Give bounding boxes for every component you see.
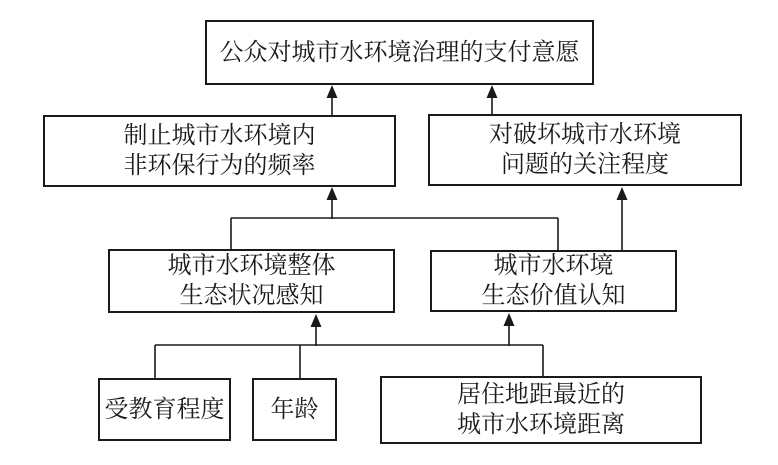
node-label-line: 非环保行为的频率 [123,153,316,179]
arrow-up-head-icon [327,187,338,200]
node-age [252,378,337,441]
arrow-up-head-icon [487,85,498,98]
arrow-up-head-icon [617,187,628,200]
arrow-up-head-icon [504,313,515,326]
node-stop-behavior-frequency [43,115,396,187]
node-label-line: 受教育程度 [104,396,225,423]
node-residence-distance [380,376,702,444]
node-label-line: 问题的关注程度 [501,152,669,178]
arrow-up-head-icon [327,85,338,98]
node-label-line: 城市水环境 [493,253,614,279]
node-label-line: 生态状况感知 [179,283,324,309]
node-label-line: 年龄 [270,396,319,423]
arrow-up-head-icon [311,314,322,327]
node-ecological-value-cognition [430,250,677,312]
node-label-line: 生态价值认知 [481,283,626,309]
node-problem-attention-degree [428,114,742,186]
node-ecological-status-perception [108,249,395,313]
node-label-line: 制止城市水环境内 [123,123,316,149]
node-education-level [98,378,231,441]
node-label-line: 对破坏城市水环境 [489,122,681,148]
node-label-line: 城市水环境整体 [167,253,336,279]
node-label-line: 城市水环境距离 [457,412,625,438]
node-label-line: 公众对城市水环境治理的支付意愿 [219,39,580,66]
node-label-line: 居住地距最近的 [457,382,625,408]
node-willingness-to-pay [205,20,594,85]
